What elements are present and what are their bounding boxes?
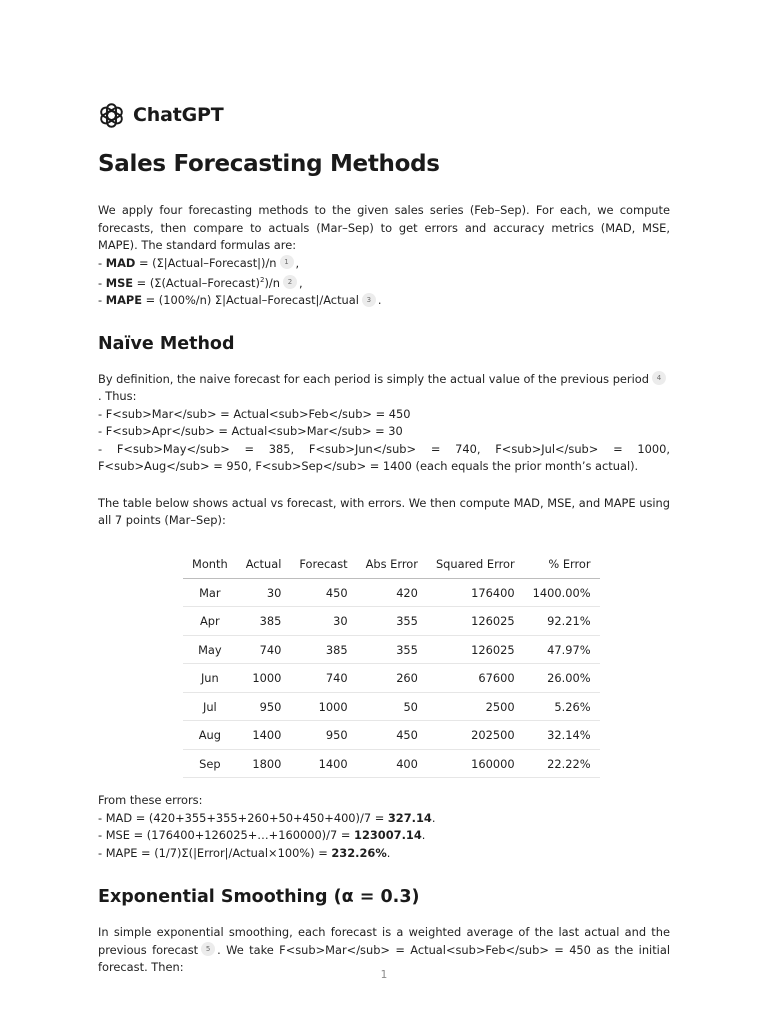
table-cell: 355 — [357, 635, 427, 664]
formula-text: = (100%/n) Σ|Actual–Forecast|/Actual — [142, 293, 359, 308]
table-cell: 92.21% — [524, 607, 600, 636]
table-row — [183, 607, 600, 636]
table-cell: 50 — [357, 692, 427, 721]
table-cell: 1000 — [290, 692, 356, 721]
table-cell: 5.26% — [524, 692, 600, 721]
result-value: 327.14 — [387, 810, 432, 825]
formula-dash: - — [98, 293, 106, 308]
formula-text: = (Σ(Actual–Forecast) — [133, 275, 260, 290]
section-heading-exponential: Exponential Smoothing (α = 0.3) — [98, 887, 420, 908]
column-header: % Error — [524, 550, 600, 579]
definition-text: By definition, the naive forecast for each period is simply the actual value of the previous period — [98, 371, 649, 386]
table-cell: 400 — [357, 749, 427, 778]
table-cell: 1400 — [237, 721, 291, 750]
result-text: - MSE = (176400+126025+…+160000)/7 = — [98, 828, 355, 843]
table-cell: Mar — [183, 578, 237, 607]
table-cell: 2500 — [427, 692, 524, 721]
table-cell: 950 — [237, 692, 291, 721]
table-intro: The table below shows actual vs forecast, with errors. We then compute MAD, MSE, and MAPE using all 7 points (Mar–Sep): — [98, 495, 670, 528]
table-cell: 740 — [237, 635, 291, 664]
result-text: - MAD = (420+355+355+260+50+450+400)/7 = — [98, 810, 388, 825]
table-row — [183, 635, 600, 664]
table-cell: 1800 — [237, 749, 291, 778]
result-text: - MAPE = (1/7)Σ(|Error|/Actual×100%) = — [98, 845, 332, 860]
table-cell: Apr — [183, 607, 237, 636]
citation-badge[interactable]: 1 — [280, 255, 294, 269]
formula-end: . — [377, 293, 382, 308]
column-header: Actual — [237, 550, 291, 579]
intro-paragraph: We apply four forecasting methods to the given sales series (Feb–Sep). For each, we compute forecasts, then compare to actuals (Mar–Sep) to get errors and accuracy metrics (MAD, MSE, MAPE). The standard formulas are: — [98, 203, 670, 252]
table-row — [183, 692, 600, 721]
table-cell: 420 — [357, 578, 427, 607]
table-cell: 1400.00% — [524, 578, 600, 607]
table-cell: 450 — [357, 721, 427, 750]
result-mad — [98, 810, 670, 828]
table-cell: 740 — [290, 664, 356, 693]
section-heading-naive: Naïve Method — [98, 333, 235, 354]
table-cell: 385 — [237, 607, 291, 636]
table-row — [183, 664, 600, 693]
table-cell: 26.00% — [524, 664, 600, 693]
formula-mad — [98, 255, 670, 273]
table-cell: 67600 — [427, 664, 524, 693]
citation-badge[interactable]: 4 — [652, 371, 666, 385]
result-mse — [98, 827, 670, 845]
formula-text: = (Σ|Actual–Forecast|)/n — [135, 255, 277, 270]
result-end: . — [421, 828, 426, 843]
column-header: Abs Error — [357, 550, 427, 579]
table-cell: 950 — [290, 721, 356, 750]
table-row — [183, 578, 600, 607]
result-value: 123007.14 — [354, 828, 422, 843]
citation-badge[interactable]: 5 — [201, 942, 215, 956]
table-cell: 202500 — [427, 721, 524, 750]
column-header: Squared Error — [427, 550, 524, 579]
table-row — [183, 721, 600, 750]
naive-line: - F<sub>Apr</sub> = Actual<sub>Mar</sub> = 30 — [98, 424, 403, 439]
results-intro: From these errors: — [98, 793, 203, 808]
naive-error-table — [183, 550, 600, 779]
definition-end: . Thus: — [98, 389, 137, 404]
result-end: . — [431, 810, 436, 825]
table-cell: Jun — [183, 664, 237, 693]
page-title: Sales Forecasting Methods — [98, 151, 440, 177]
formula-label: MAD — [105, 255, 136, 270]
table-cell: 32.14% — [524, 721, 600, 750]
formula-dash: - — [98, 255, 106, 270]
table-cell: 260 — [357, 664, 427, 693]
page-number: 1 — [380, 969, 388, 981]
naive-line: - F<sub>May</sub> = 385, F<sub>Jun</sub> = 740, F<sub>Jul</sub> = 1000, F<sub>Aug</sub> = 950, F<sub>Sep</sub> = 1400 (each equals the prior month’s actual). — [98, 441, 670, 474]
column-header: Month — [183, 550, 237, 579]
result-value: 232.26% — [331, 845, 387, 860]
exp-text: In simple exponential smoothing, each forecast is a weighted average of the last actual and the previous forecast — [98, 925, 670, 957]
table-cell: 385 — [290, 635, 356, 664]
naive-line: - F<sub>Mar</sub> = Actual<sub>Feb</sub> = 450 — [98, 406, 411, 421]
table-cell: 176400 — [427, 578, 524, 607]
formula-text-end: )/n — [264, 275, 280, 290]
brand-header — [98, 100, 670, 130]
table-cell: Jul — [183, 692, 237, 721]
table-cell: 22.22% — [524, 749, 600, 778]
column-header: Forecast — [290, 550, 356, 579]
citation-badge[interactable]: 2 — [283, 275, 297, 289]
openai-logo-icon — [98, 102, 125, 129]
formula-mse — [98, 272, 670, 292]
document-page — [98, 100, 670, 977]
table-cell: 47.97% — [524, 635, 600, 664]
formula-mape — [98, 292, 670, 310]
table-cell: 1000 — [237, 664, 291, 693]
naive-definition — [98, 371, 670, 406]
formula-dash: - — [98, 275, 106, 290]
brand-name: ChatGPT — [133, 104, 224, 126]
table-header-row — [183, 550, 600, 579]
table-cell: May — [183, 635, 237, 664]
formula-end: , — [298, 275, 303, 290]
result-mape — [98, 845, 670, 863]
table-cell: 355 — [357, 607, 427, 636]
formula-label: MSE — [105, 275, 134, 290]
table-cell: 450 — [290, 578, 356, 607]
table-cell: 160000 — [427, 749, 524, 778]
table-cell: 1400 — [290, 749, 356, 778]
formula-label: MAPE — [105, 293, 143, 308]
table-cell: 126025 — [427, 607, 524, 636]
table-cell: 30 — [237, 578, 291, 607]
table-row — [183, 749, 600, 778]
table-cell: Aug — [183, 721, 237, 750]
citation-badge[interactable]: 3 — [362, 293, 376, 307]
formula-superscript: 2 — [259, 276, 265, 284]
table-cell: Sep — [183, 749, 237, 778]
table-cell: 126025 — [427, 635, 524, 664]
result-end: . — [386, 845, 391, 860]
table-cell: 30 — [290, 607, 356, 636]
formula-end: , — [295, 255, 300, 270]
exp-text-end: . We take F<sub>Mar</sub> = Actual<sub>Feb</sub> = 450 as the initial forecast. Then: — [98, 942, 670, 975]
